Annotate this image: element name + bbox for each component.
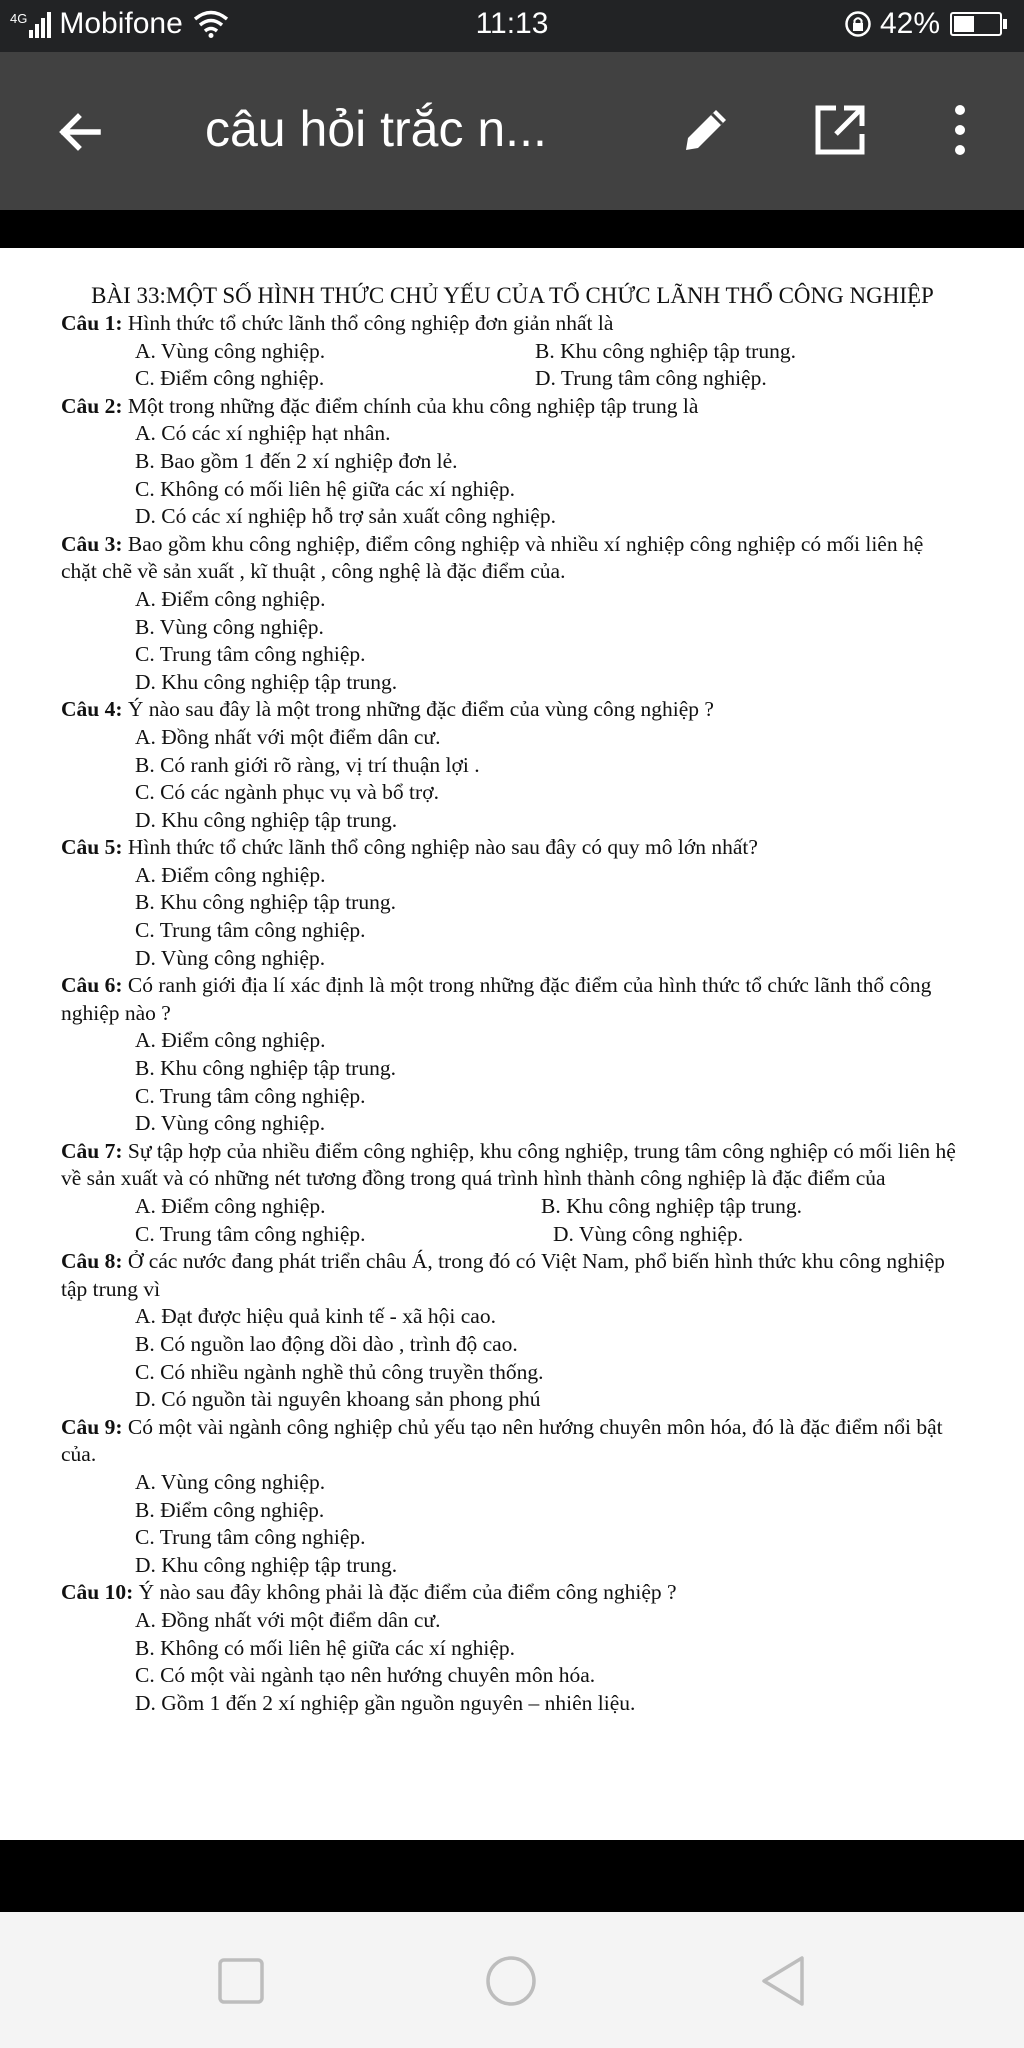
option-b: B. Có nguồn lao động dồi dào , trình độ cao. <box>135 1331 518 1356</box>
option-c: C. Không có mối liên hệ giữa các xí nghiệp. <box>135 476 516 501</box>
question-5 <box>61 834 964 972</box>
question-10 <box>61 1579 964 1717</box>
option-b: B. Điểm công nghiệp. <box>135 1497 325 1522</box>
option-c: C. Có các ngành phục vụ và bổ trợ. <box>135 780 439 805</box>
status-bar <box>0 0 1024 52</box>
option-a: A. Đạt được hiệu quả kinh tế - xã hội cao. <box>135 1304 496 1329</box>
option-b: B. Khu công nghiệp tập trung. <box>541 1194 802 1218</box>
option-a: A. Vùng công nghiệp. <box>135 338 326 363</box>
question-4 <box>61 696 964 834</box>
option-d: D. Vùng công nghiệp. <box>135 945 326 970</box>
question-9 <box>61 1414 964 1580</box>
recent-apps-icon[interactable] <box>214 1954 268 2008</box>
option-c: C. Trung tâm công nghiệp. <box>135 1083 366 1108</box>
app-bar <box>0 52 1024 210</box>
question-label: Câu 3: <box>61 531 123 556</box>
question-2 <box>61 393 964 531</box>
option-c: C. Có nhiều ngành nghề thủ công truyền thống. <box>135 1359 544 1384</box>
arrow-back-icon[interactable] <box>50 102 110 162</box>
option-d: D. Trung tâm công nghiệp. <box>535 366 767 391</box>
battery-percent: 42% <box>879 7 940 40</box>
question-6 <box>61 972 964 1138</box>
question-3 <box>61 531 964 697</box>
option-b: B. Không có mối liên hệ giữa các xí nghiệp. <box>135 1635 516 1660</box>
option-b: B. Có ranh giới rõ ràng, vị trí thuận lợi . <box>135 752 480 777</box>
question-text: Có ranh giới địa lí xác định là một trong những đặc điểm của hình thức tổ chức lãnh thổ công nghiệp nào ? <box>61 973 932 1025</box>
network-type: 4G <box>10 11 28 26</box>
question-label: Câu 4: <box>61 697 123 722</box>
question-label: Câu 8: <box>61 1249 123 1274</box>
question-text: Ý nào sau đây là một trong những đặc điểm của vùng công nghiệp ? <box>122 697 714 722</box>
clock: 11:13 <box>475 7 549 40</box>
pencil-icon[interactable] <box>676 100 736 160</box>
question-text: Sự tập hợp của nhiều điểm công nghiệp, khu công nghiệp, trung tâm công nghiệp có mối liên hệ về sản xuất và có những nét tương đồng trong quá trình hình thành công nghiệp là đặc điểm của <box>61 1138 956 1191</box>
option-d: D. Có nguồn tài nguyên khoang sản phong phú <box>135 1387 541 1412</box>
question-label: Câu 2: <box>61 393 123 418</box>
question-1 <box>61 310 964 393</box>
carrier-name: Mobifone <box>59 7 183 40</box>
navigation-bar <box>0 1912 1024 2048</box>
question-8 <box>61 1248 964 1414</box>
option-a: A. Đồng nhất với một điểm dân cư. <box>135 724 441 749</box>
document-page[interactable] <box>0 248 1024 1840</box>
question-label: Câu 1: <box>61 311 123 335</box>
question-label: Câu 7: <box>61 1138 123 1163</box>
question-text: Hình thức tổ chức lãnh thổ công nghiệp đơn giản nhất là <box>122 311 614 335</box>
option-a: A. Điểm công nghiệp. <box>135 1194 326 1218</box>
rotation-lock-icon <box>844 10 872 38</box>
more-vert-icon[interactable] <box>940 100 980 160</box>
option-d: D. Khu công nghiệp tập trung. <box>135 669 398 694</box>
option-d: D. Vùng công nghiệp. <box>135 1111 326 1136</box>
option-d: D. Khu công nghiệp tập trung. <box>135 807 398 832</box>
option-b: B. Khu công nghiệp tập trung. <box>135 1056 396 1081</box>
question-label: Câu 5: <box>61 835 123 860</box>
question-text: Có một vài ngành công nghiệp chủ yếu tạo nên hướng chuyên môn hóa, đó là đặc điểm nổi bật của. <box>61 1414 943 1467</box>
question-label: Câu 10: <box>61 1580 134 1605</box>
option-c: C. Điểm công nghiệp. <box>135 366 325 391</box>
question-text: Một trong những đặc điểm chính của khu công nghiệp tập trung là <box>122 393 699 418</box>
question-label: Câu 9: <box>61 1414 123 1439</box>
option-b: B. Bao gồm 1 đến 2 xí nghiệp đơn lẻ. <box>135 448 458 473</box>
open-external-icon[interactable] <box>810 100 870 160</box>
viewer-margin-bottom <box>0 1840 1024 1912</box>
question-7 <box>61 1138 964 1248</box>
option-a: A. Điểm công nghiệp. <box>135 862 326 887</box>
option-c: C. Trung tâm công nghiệp. <box>135 1221 366 1246</box>
status-right <box>844 7 1002 41</box>
question-label: Câu 6: <box>61 973 123 998</box>
question-text: Hình thức tổ chức lãnh thổ công nghiệp nào sau đây có quy mô lớn nhất? <box>122 835 758 860</box>
document-title: câu hỏi trắc n... <box>205 101 547 157</box>
option-c: C. Trung tâm công nghiệp. <box>135 1525 366 1550</box>
option-b: B. Khu công nghiệp tập trung. <box>135 890 396 915</box>
battery-icon <box>950 12 1002 36</box>
option-d: D. Vùng công nghiệp. <box>553 1221 744 1246</box>
option-d: D. Có các xí nghiệp hỗ trợ sản xuất công nghiệp. <box>135 504 556 529</box>
option-d: D. Gồm 1 đến 2 xí nghiệp gần nguồn nguyên – nhiên liệu. <box>135 1690 636 1715</box>
question-text: Ý nào sau đây không phải là đặc điểm của điểm công nghiệp ? <box>133 1580 677 1605</box>
option-b: B. Vùng công nghiệp. <box>135 614 324 639</box>
option-c: C. Trung tâm công nghiệp. <box>135 918 366 943</box>
option-a: A. Điểm công nghiệp. <box>135 1028 326 1053</box>
option-a: A. Điểm công nghiệp. <box>135 586 326 611</box>
option-a: A. Đồng nhất với một điểm dân cư. <box>135 1607 441 1632</box>
home-icon[interactable] <box>484 1954 538 2008</box>
question-text: Bao gồm khu công nghiệp, điểm công nghiệp và nhiều xí nghiệp công nghiệp có mối liên hệ chặt chẽ về sản xuất , kĩ thuật , công nghệ là đặc điểm của. <box>61 531 924 584</box>
viewer-margin-top <box>0 210 1024 248</box>
option-a: A. Vùng công nghiệp. <box>135 1469 326 1494</box>
question-text: Ở các nước đang phát triển châu Á, trong đó có Việt Nam, phổ biến hình thức khu công nghiệp tập trung vì <box>61 1249 945 1301</box>
option-a: A. Có các xí nghiệp hạt nhân. <box>135 421 391 446</box>
option-b: B. Khu công nghiệp tập trung. <box>535 338 796 363</box>
option-c: C. Trung tâm công nghiệp. <box>135 642 366 667</box>
option-c: C. Có một vài ngành tạo nên hướng chuyên môn hóa. <box>135 1663 596 1688</box>
back-nav-icon[interactable] <box>756 1954 810 2008</box>
page-title: BÀI 33:MỘT SỐ HÌNH THỨC CHỦ YẾU CỦA TỔ CHỨC LÃNH THỔ CÔNG NGHIỆP <box>91 283 934 308</box>
option-d: D. Khu công nghiệp tập trung. <box>135 1552 398 1577</box>
